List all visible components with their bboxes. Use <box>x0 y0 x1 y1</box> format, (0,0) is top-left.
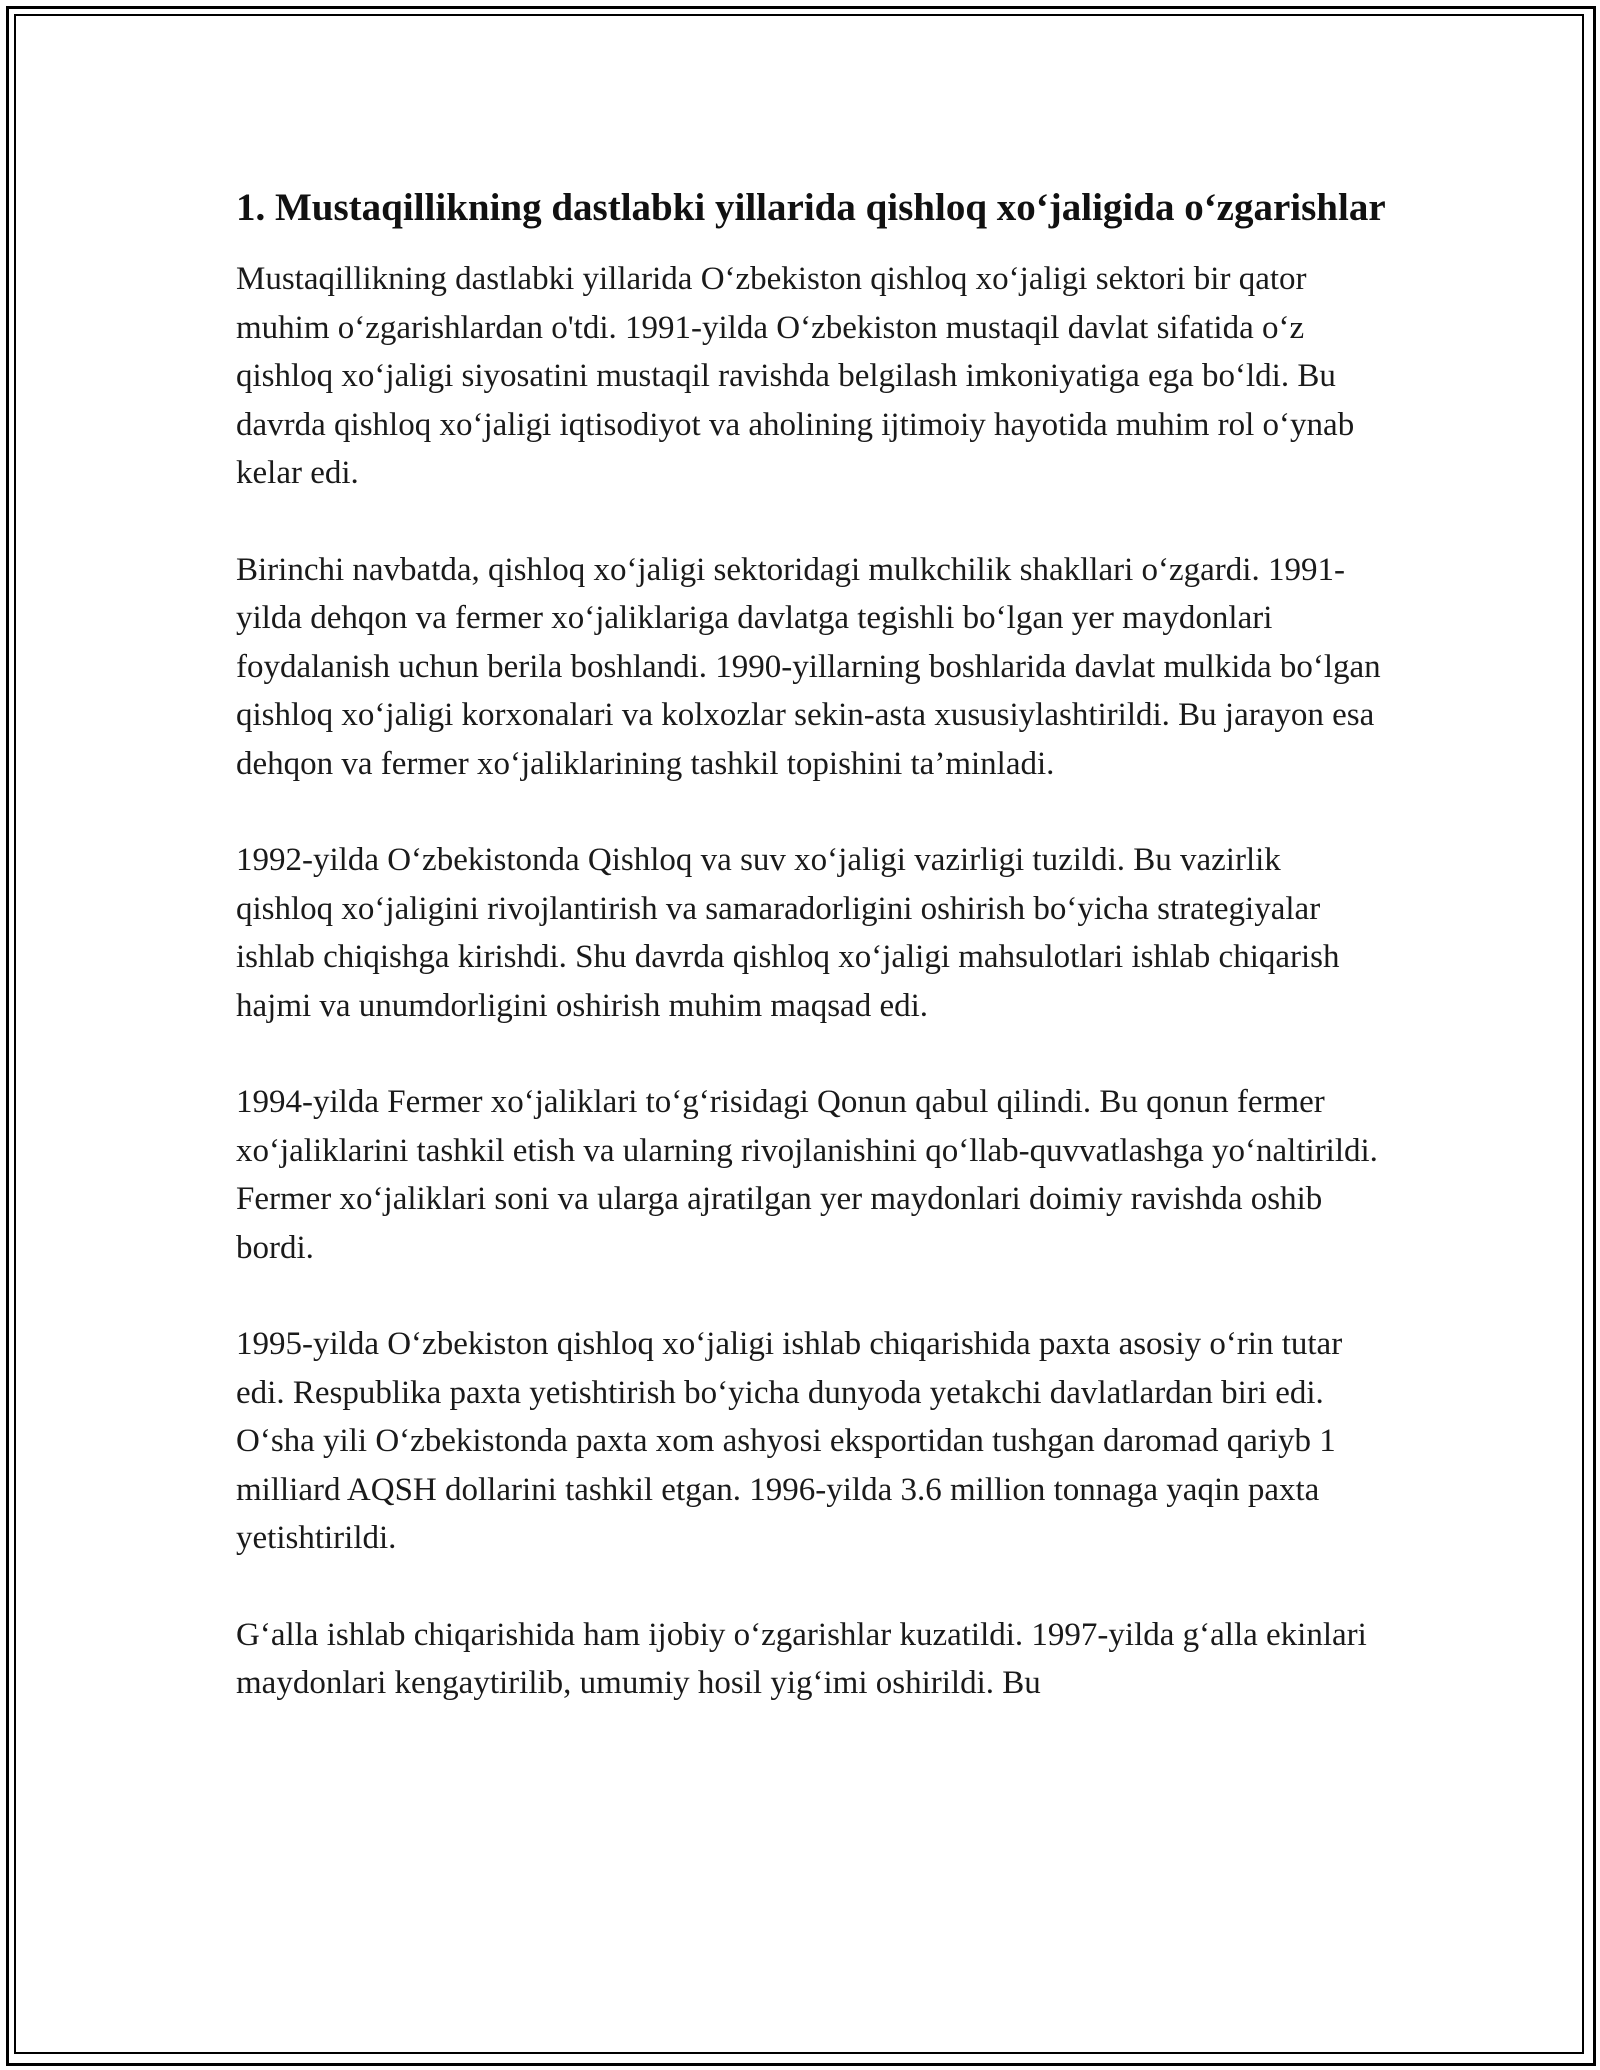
section-heading: 1. Mustaqillikning dastlabki yillarida qishloq xo‘jaligida o‘zgarishlar <box>236 186 1386 229</box>
paragraph-4: 1994-yilda Fermer xo‘jaliklari to‘g‘risidagi Qonun qabul qilindi. Bu qonun fermer xo‘jaliklarini tashkil etish va ularning rivojlanishini qo‘llab-quvvatlashga yo‘naltirildi. Fermer xo‘jaliklari soni va ularga ajratilgan yer maydonlari doimiy ravishda oshib bordi. <box>236 1084 1378 1266</box>
paragraph-6: G‘alla ishlab chiqarishida ham ijobiy o‘zgarishlar kuzatildi. 1997-yilda g‘alla ekinlari maydonlari kengaytirilib, umumiy hosil yig‘imi oshirildi. Bu <box>236 1616 1367 1701</box>
paragraph-3: 1992-yilda O‘zbekistonda Qishloq va suv xo‘jaligi vazirligi tuzildi. Bu vazirlik qishloq xo‘jaligini rivojlantirish va samaradorligini oshirish bo‘yicha strategiyalar ishlab chiqishga kirishdi. Shu davrda qishloq xo‘jaligi mahsulotlari ishlab chiqarish hajmi va unumdorligini oshirish muhim maqsad edi. <box>236 842 1340 1024</box>
paragraph-5: 1995-yilda O‘zbekiston qishloq xo‘jaligi ishlab chiqarishida paxta asosiy o‘rin tutar edi. Respublika paxta yetishtirish bo‘yicha dunyoda yetakchi davlatlardan biri edi. O‘sha yili O‘zbekistonda paxta xom ashyosi eksportidan tushgan daromad qariyb 1 milliard AQSH dollarini tashkil etgan. 1996-yilda 3.6 million tonnaga yaqin paxta yetishtirildi. <box>236 1326 1343 1556</box>
paragraph-1: Mustaqillikning dastlabki yillarida O‘zbekiston qishloq xo‘jaligi sektori bir qator muhim o‘zgarishlardan o'tdi. 1991-yilda O‘zbekiston mustaqil davlat sifatida o‘z qishloq xo‘jaligi siyosatini mustaqil ravishda belgilash imkoniyatiga ega bo‘ldi. Bu davrda qishloq xo‘jaligi iqtisodiyot va aholining ijtimoiy hayotida muhim rol o‘ynab kelar edi. <box>236 261 1355 491</box>
paragraph-2: Birinchi navbatda, qishloq xo‘jaligi sektoridagi mulkchilik shakllari o‘zgardi. 1991-yilda dehqon va fermer xo‘jaliklariga davlatga tegishli bo‘lgan yer maydonlari foydalanish uchun berila boshlandi. 1990-yillarning boshlarida davlat mulkida bo‘lgan qishloq xo‘jaligi korxonalari va kolxozlar sekin-asta xususiylashtirildi. Bu jarayon esa dehqon va fermer xo‘jaliklarining tashkil topishini ta’minladi. <box>236 551 1381 782</box>
document-body <box>236 180 1386 1756</box>
